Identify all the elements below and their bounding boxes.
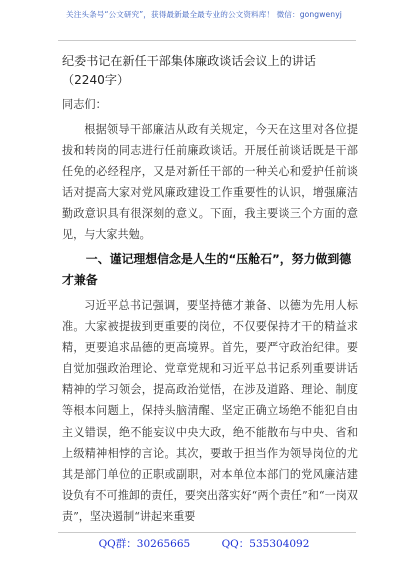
- footer-qq-group: QQ群：30265665: [98, 538, 191, 550]
- footer-qq: QQ：535304092: [221, 538, 310, 550]
- promo-banner: 关注头条号“公文研究”，获得最新最全最专业的公文资料库！ 微信：gongwenyj: [66, 10, 342, 19]
- footer-contact: [0, 536, 408, 551]
- body-paragraph-1: 根据领导干部廉洁从政有关规定，今天在这里对各位提拔和转岗的同志进行任前廉政谈话。开展任前谈话既是干部任免的必经程序，又是对新任干部的一种关心和爱护任前谈话对提高大家对党风廉政建设工作重要性的认识，增强廉洁勤政意识具有很深刻的意义。下面，我主要谈三个方面的意见，与大家共勉。: [62, 123, 358, 242]
- footer-divider: [58, 532, 356, 533]
- section-heading-1: 一、谨记理想信念是人生的“压舱石”，努力做到德才兼备: [62, 252, 352, 287]
- salutation: 同志们：: [62, 98, 107, 111]
- body-paragraph-2: 习近平总书记强调，要坚持德才兼备、以德为先用人标准。大家被提拔到更重要的岗位，不仅要保持才干的精益求精，更要追求品德的更高境界。首先，要严守政治纪律。要自觉加强政治理论、党章党规和习近平总书记系列重要讲话精神的学习领会，提高政治觉悟，在涉及道路、理论、制度等根本问题上，保持头脑清醒、坚定正确立场绝不能犯自由主义错误，绝不能妄议中央大政，绝不能散布与中央、省和上级精神相悖的言论。其次，要敢于担当作为领导岗位的尤其是部门单位的正职或副职，对本单位本部门的党风廉洁建设负有不可推卸的责任，要突出落实好“两个责任”和“一岗双责”，坚决遏制“讲起来重要: [62, 299, 358, 523]
- document-title: 纪委书记在新任干部集体廉政谈话会议上的讲话（2240字）: [62, 54, 316, 87]
- header-divider: [58, 40, 356, 41]
